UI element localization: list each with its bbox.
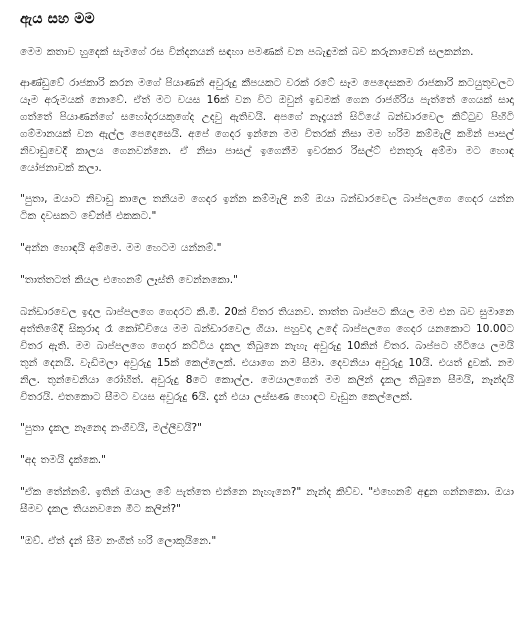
story-title: ඇය සහ මම [20, 11, 95, 27]
dialogue-line: "ඒක තේන්නම්. ඉතින් ඔයාල මේ පැත්තෙ එන්නෙ නැහැනෙ?" නැන්ද කිව්ව. "එහෙනම් අඳුන ගන්නකො. ඔයා සීමව දැකල තියනවනෙ මීට කලින්?" [20, 486, 514, 515]
dialogue-line: "තාත්තටත් කියල එහෙනම් ලෑස්ති වෙන්නකො." [20, 274, 238, 286]
dialogue-line: "අන්න හොඳයි අම්මෙ. මම හෙටම යන්නම්." [20, 242, 222, 254]
dialogue-line: "පුතා දැකල නෑනෙද නංගීවයි, මල්ලීවයි?" [20, 422, 203, 434]
dialogue-line: "පුතා, ඔයාට නිවාඩු කාලෙ තනියම ගෙදර ඉන්න කම්මැලි නම් ඔයා බන්ඩාරවෙල බාප්පලගෙ ගෙදර යන්න ටික දවසකට චේන්ජ් එකකට." [20, 193, 514, 222]
dialogue-line: "ඔව්. ඒත් දැන් සීම නංගීත් හරි ලොකුයිනෙ." [20, 535, 217, 547]
dialogue-line: "අද තමයි දැක්කෙ." [20, 454, 107, 466]
paragraph-intro: ආණ්ඩුවේ රාජකාරි කරන මගේ පියාණන් අවුරුදු කීපයකට වරක් රටේ සෑම පෙදෙසකම රාජකාරි කටයුතුවලට යෑම අරුමයක් නොවේ. ඒත් මට වයස 16ක් වන විට ඔවුන් ඉඩමක් ගෙන රාජගිරිය පැත්තේ ගෙයක් සාදා ගත්තේ පියාණන්ගේ සහෝදරයකුගේද උදවු ඇතිවයි. අපගේ නෑදෑයන් සිටියේ බන්ඩාරවෙල කිට්ටුව පිහිටි ගම්මානයක් වන ඇල්ල පෙදෙසෙයි. අපේ ගෙදර ඉන්නෙ මම විතරක් නිසා මම හරිම කම්මැලි කමින් පාසල් නිවාඩුවෙදී කාලය ගෙනවන්නෙ. ඒ නිසා පාසල් ඉගෙනීම ඉවරකර රිසල්ට් එනතුරු අම්මා මට හොඳ යෝජනාවක් කලා. [20, 77, 514, 174]
paragraph-disclaimer: මෙම කතාව හුදෙක් සැමගේ රස වින්දනයන් සඳහා පමණක් වන පබැඳුමක් බව කරුනාවෙන් සලකන්න. [20, 46, 474, 58]
paragraph-bandarawela: බන්ඩාරවෙල ඉදල බාප්පලගෙ ගෙදරට කි.මී. 20ක් විතර තියනව. තාත්ත බාප්පට කියල මම එන බව සුමානෙ අත්තිමේදී සිකුරාද රෑ කෝච්චියෙ මම බන්ඩාරවෙල ගියා. පහුවදා උදේ බාප්පලගෙ ගෙදර යනකොට 10.00ට විතර ඇති. මම බාප්පලගෙ ගෙදර කට්ටිය දැකල තිබුනෙ නැහැ අවුරුදු 10කින් විතර. බාප්පට හිටියෙ ලමයි තුන් දෙනයි. වැඩිමලා අවුරුදු 15ක් කෙල්ලෙක්. එයාගෙ නම සීමා. දෙවනියා අවුරුදු 10යි. එයත් දුවක්. නම නිල. තුන්වෙනියා රෝහිත්. අවුරුදු 8ටෙ කොල්ල. මෙයාලගෙන් මම කලින් දැකල තිබුනෙ සීමයි, නෑන්දයි විතරයි. එතකොට සීමට වයස අවුරුදු 6යි. දැන් එයා ලස්සණ හොඳට වැඩුන කෙල්ලෙක්. [20, 306, 514, 403]
